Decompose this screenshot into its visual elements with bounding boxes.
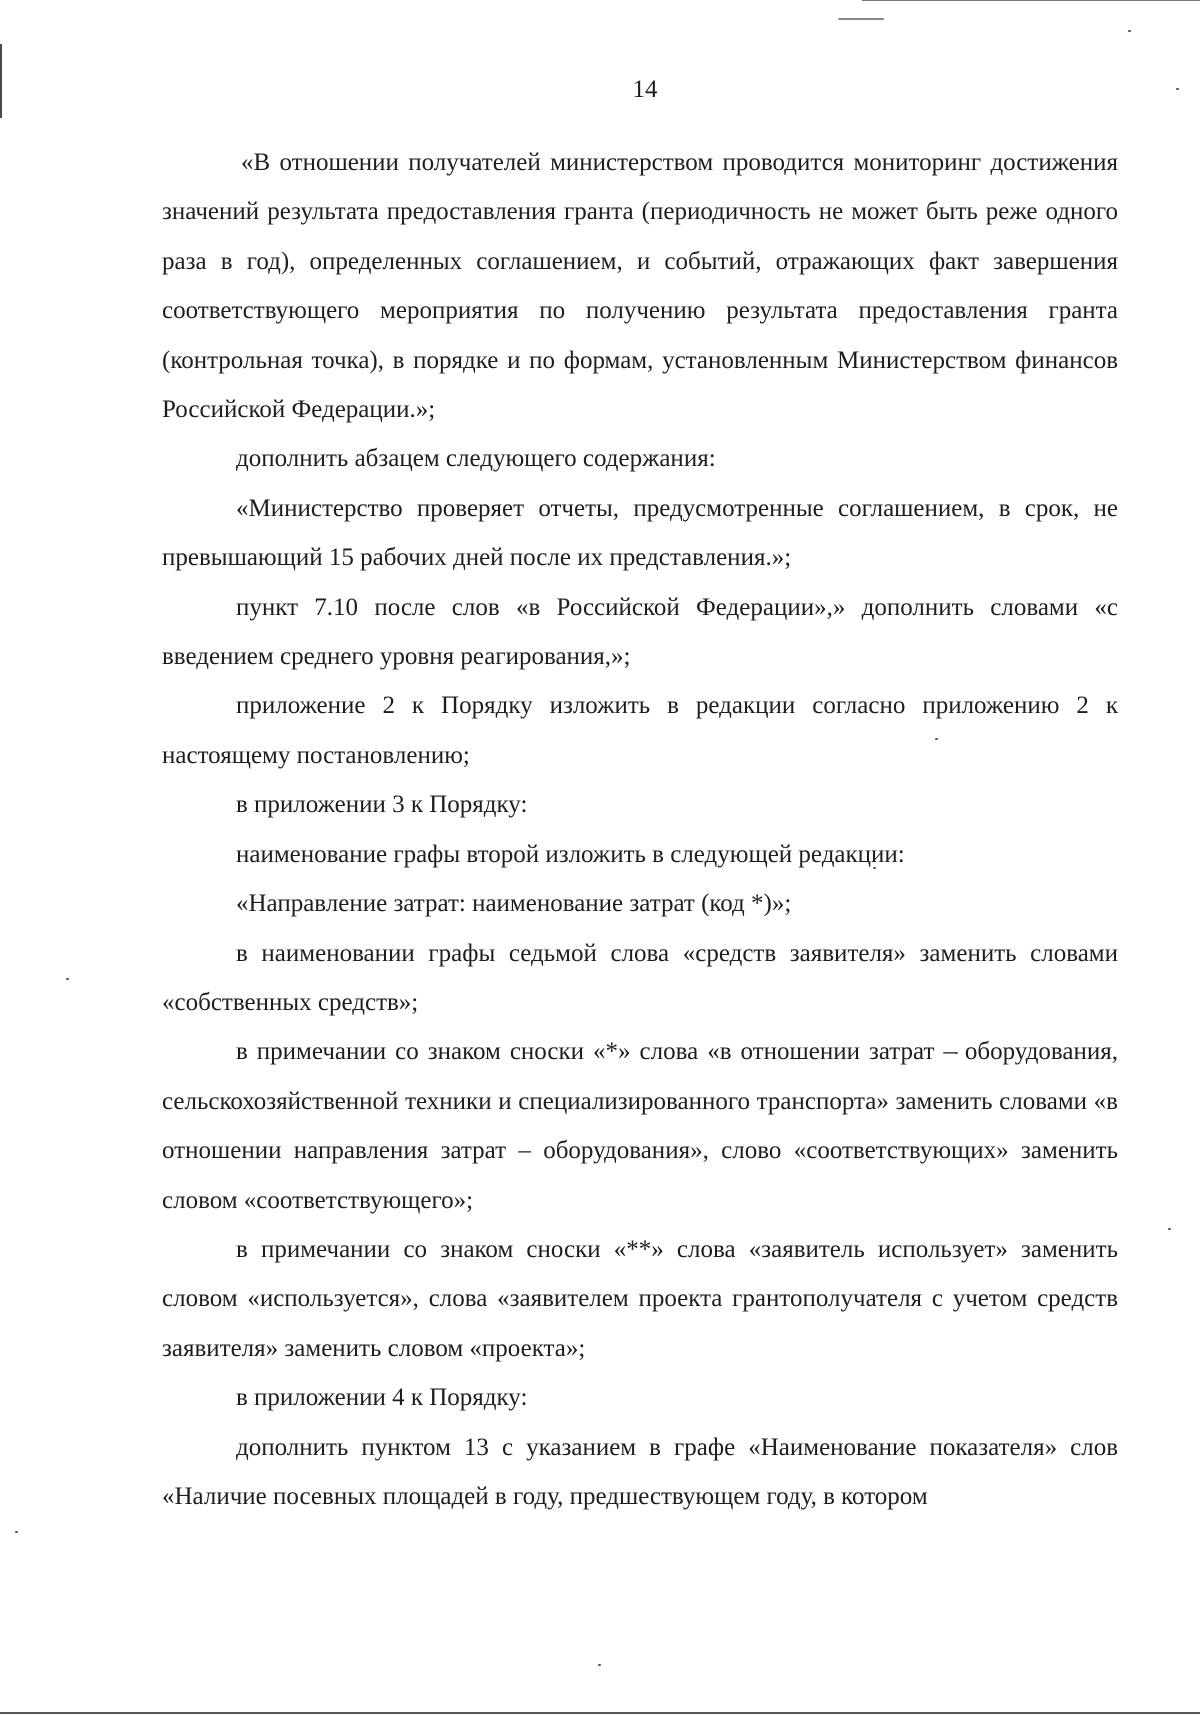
paragraph: «В отношении получателей министерством проводится мониторинг достижения значений результата предоставления гранта (периодичность не может быть реже одного раза в год), определенных соглашением, и событий, отражающих факт завершения соответствующего мероприятия по получению результата предоставления гранта (контрольная точка), в порядке и по формам, установленным Министерством финансов Российской Федерации.»; [162, 149, 1118, 424]
paragraph: пункт 7.10 после слов «в Российской Федерации»,» дополнить словами «с введением среднего уровня реагирования,»; [162, 593, 1118, 671]
paragraph: в примечании со знаком сноски «**» слова «заявитель использует» заменить словом «используется», слова «заявителем проекта грантополучателя с учетом средств заявителя» заменить словом «проекта»; [162, 1235, 1118, 1362]
page-number: 14 [632, 76, 658, 103]
paragraph: в примечании со знаком сноски «*» слова «в отношении затрат – оборудования, сельскохозяйственной техники и специализированного транспорта» заменить словами «в отношении направления затрат – оборудования», слово «соответствующих» заменить словом «соответствующего»; [162, 1038, 1118, 1214]
scan-speck [15, 1531, 18, 1533]
document-body [162, 138, 1118, 1521]
paragraph: наименование графы второй изложить в следующей редакции: [236, 840, 905, 868]
scan-edge-bottom [0, 1712, 1200, 1714]
scan-speck [598, 1664, 601, 1666]
scan-speck [66, 978, 69, 980]
paragraph: дополнить пунктом 13 с указанием в графе «Наименование показателя» слов «Наличие посевных площадей в году, предшествующем году, в котором [162, 1433, 1118, 1510]
paragraph: приложение 2 к Порядку изложить в редакции согласно приложению 2 к настоящему постановлению; [162, 692, 1118, 769]
scan-speck [838, 18, 884, 20]
paragraph: дополнить абзацем следующего содержания: [236, 445, 716, 473]
paragraph: в наименовании графы седьмой слова «средств заявителя» заменить словами «собственных средств»; [162, 939, 1118, 1016]
scan-edge-top [862, 0, 1200, 1]
paragraph: в приложении 3 к Порядку: [236, 791, 528, 819]
paragraph: «Направление затрат: наименование затрат (код *)»; [236, 890, 792, 918]
paragraph: «Министерство проверяет отчеты, предусмотренные соглашением, в срок, не превышающий 15 рабочих дней после их представления.»; [162, 494, 1118, 572]
paragraph: в приложении 4 к Порядку: [236, 1384, 528, 1412]
scan-speck [1168, 1228, 1171, 1230]
scan-speck [1128, 30, 1131, 32]
